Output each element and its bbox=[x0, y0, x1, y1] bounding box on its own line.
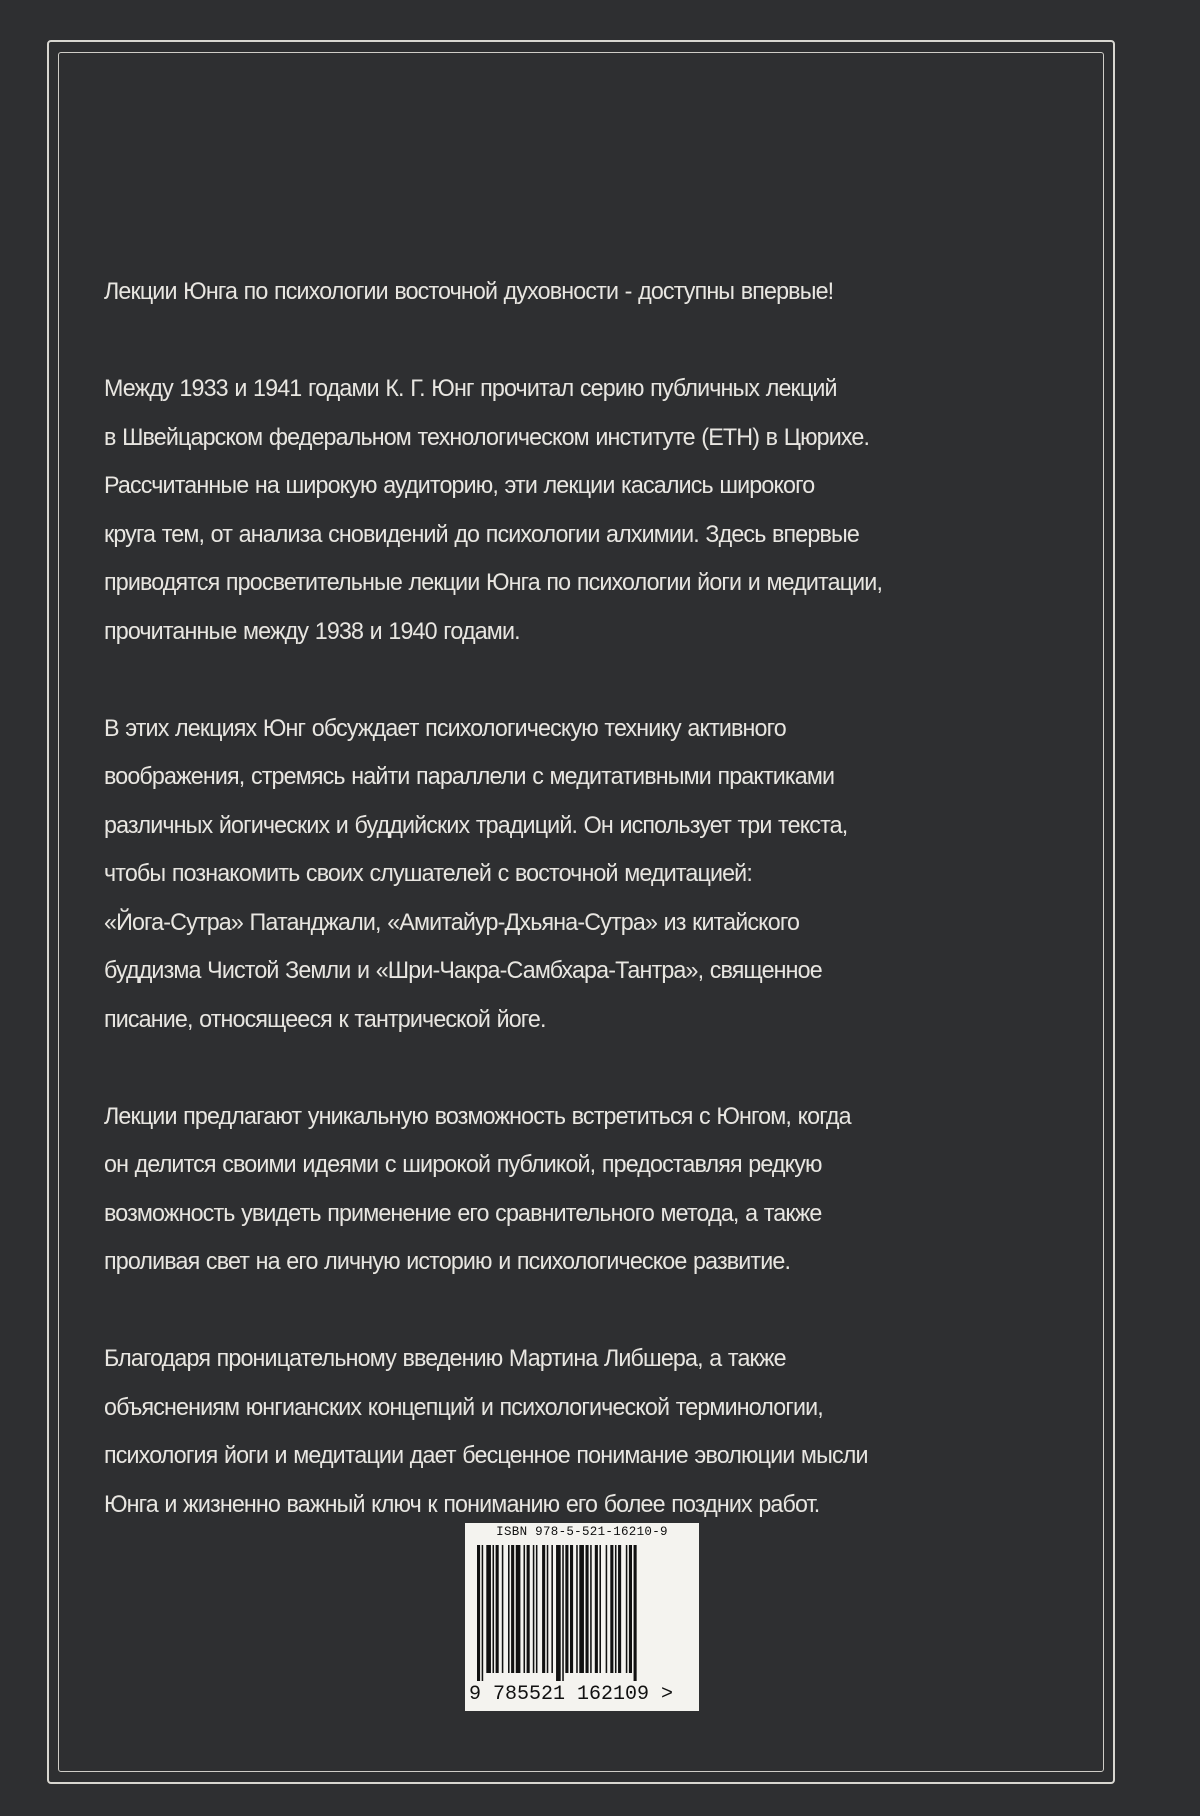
text-line: Лекции предлагают уникальную возможность встретиться с Юнгом, когда bbox=[104, 1102, 851, 1130]
blurb-paragraph-1 bbox=[104, 365, 1035, 656]
text-line: Благодаря проницательному введению Мартина Либшера, а также bbox=[104, 1345, 786, 1372]
text-line: прочитанные между 1938 и 1940 годами. bbox=[104, 617, 520, 645]
text-line: воображения, стремясь найти параллели с медитативными практиками bbox=[104, 763, 835, 790]
blurb-text bbox=[104, 268, 1035, 1578]
text-line: Между 1933 и 1941 годами К. Г. Юнг прочитал серию публичных лекций bbox=[104, 375, 837, 402]
text-line: приводятся просветительные лекции Юнга по психологии йоги и медитации, bbox=[104, 569, 883, 596]
text-line: чтобы познакомить своих слушателей с восточной медитацией: bbox=[104, 860, 752, 887]
text-line: буддизма Чистой Земли и «Шри-Чакра-Самбхара-Тантра», священное bbox=[104, 957, 822, 984]
barcode-bars-icon bbox=[477, 1545, 687, 1681]
text-line: объяснениям юнгианских концепций и психологической терминологии, bbox=[104, 1393, 823, 1421]
blurb-paragraph-2 bbox=[104, 705, 1035, 1045]
isbn-barcode bbox=[465, 1523, 699, 1711]
text-line: Лекции Юнга по психологии восточной духовности - доступны впервые! bbox=[104, 278, 834, 305]
text-line: «Йога-Сутра» Патанджали, «Амитайур-Дхьяна-Сутра» из китайского bbox=[104, 908, 800, 936]
isbn-digits: 9 785521 162109 > bbox=[469, 1683, 674, 1706]
text-line: писание, относящееся к тантрической йоге. bbox=[104, 1005, 546, 1033]
blurb-headline bbox=[104, 268, 1035, 317]
text-line: психология йоги и медитации дает бесценное понимание эволюции мысли bbox=[104, 1442, 868, 1469]
blurb-paragraph-3 bbox=[104, 1093, 1035, 1287]
text-line: он делится своими идеями с широкой публикой, предоставляя редкую bbox=[104, 1151, 822, 1178]
text-line: В этих лекциях Юнг обсуждает психологическую технику активного bbox=[104, 714, 786, 742]
text-line: проливая свет на его личную историю и психологическое развитие. bbox=[104, 1248, 791, 1275]
text-line: Рассчитанные на широкую аудиторию, эти лекции касались широкого bbox=[104, 472, 815, 499]
text-line: Юнга и жизненно важный ключ к пониманию его более поздних работ. bbox=[104, 1490, 820, 1518]
isbn-label: ISBN 978-5-521-16210-9 bbox=[496, 1525, 668, 1539]
text-line: в Швейцарском федеральном технологическом институте (ЕТН) в Цюрихе. bbox=[104, 423, 870, 451]
text-line: различных йогических и буддийских традиций. Он использует три текста, bbox=[104, 811, 848, 839]
text-line: круга тем, от анализа сновидений до психологии алхимии. Здесь впервые bbox=[104, 520, 859, 548]
text-line: возможность увидеть применение его сравнительного метода, а также bbox=[104, 1199, 822, 1227]
blurb-paragraph-4 bbox=[104, 1335, 1035, 1529]
